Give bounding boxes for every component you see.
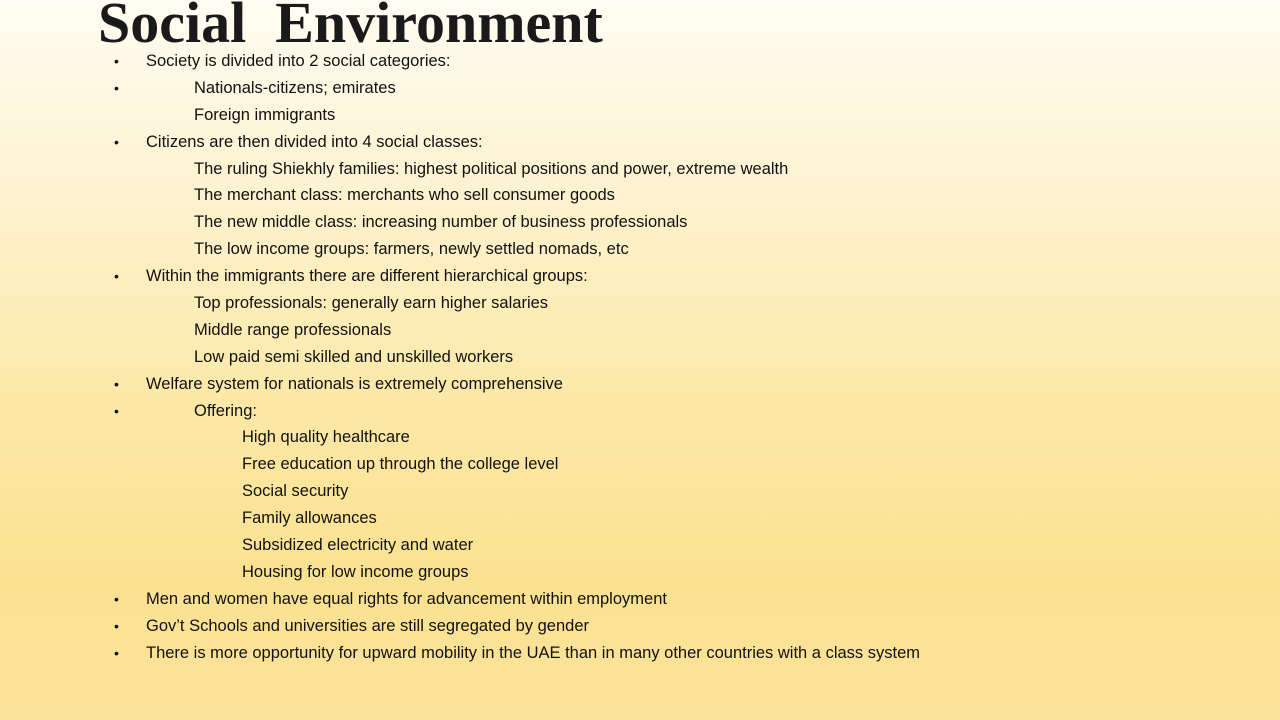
list-item [0,371,1280,398]
list-item [0,559,1280,586]
list-item [0,586,1280,613]
list-item-text: Citizens are then divided into 4 social classes: [146,132,483,151]
list-item-text: The new middle class: increasing number of business professionals [194,213,688,232]
bullet-icon: • [114,617,119,634]
list-item-text: Society is divided into 2 social categories: [146,52,451,70]
list-item [0,75,1280,102]
list-item-text: The merchant class: merchants who sell consumer goods [194,186,615,205]
list-item-text: The low income groups: farmers, newly settled nomads, etc [194,240,629,259]
list-item-text: Foreign immigrants [194,105,336,124]
list-item-text: Men and women have equal rights for advancement within employment [146,589,667,608]
list-item [0,129,1280,156]
list-item [0,48,1280,75]
bullet-icon: • [114,53,119,69]
list-item-text: Family allowances [242,509,377,528]
list-item [0,478,1280,505]
list-item-text: Nationals-citizens; emirates [194,78,396,97]
bullet-icon: • [114,375,119,392]
list-item [0,156,1280,183]
bullet-icon: • [114,590,119,607]
list-item [0,344,1280,371]
list-item [0,451,1280,478]
list-item [0,398,1280,425]
list-item [0,424,1280,451]
list-item-text: Top professionals: generally earn higher salaries [194,294,549,313]
list-item [0,505,1280,532]
list-item [0,532,1280,559]
bullet-icon: • [114,133,119,150]
list-item-text: Middle range professionals [194,320,392,339]
bullet-list [0,48,1280,666]
list-item-text: The ruling Shiekhly families: highest political positions and power, extreme wealth [194,159,789,178]
list-item-text: Gov’t Schools and universities are still segregated by gender [146,616,589,635]
list-item [0,640,1280,667]
list-item-text: High quality healthcare [242,428,410,447]
list-item [0,182,1280,209]
bullet-icon: • [114,79,119,96]
bullet-icon: • [114,644,119,661]
list-item [0,317,1280,344]
list-item-text: Subsidized electricity and water [242,536,474,555]
list-item [0,613,1280,640]
list-item-text: There is more opportunity for upward mobility in the UAE than in many other countries with a class system [146,643,921,662]
list-item [0,209,1280,236]
list-item [0,290,1280,317]
slide-title: Social Environment [98,0,603,55]
list-item-text: Low paid semi skilled and unskilled workers [194,347,514,366]
bullet-icon: • [114,268,119,285]
list-item-text: Offering: [194,401,257,420]
list-item-text: Within the immigrants there are different hierarchical groups: [146,267,588,286]
list-item-text: Social security [242,482,349,501]
list-item-text: Housing for low income groups [242,562,469,581]
list-item-text: Free education up through the college level [242,455,559,474]
list-item [0,102,1280,129]
bullet-icon: • [114,402,119,419]
list-item [0,263,1280,290]
list-item [0,236,1280,263]
list-item-text: Welfare system for nationals is extremely comprehensive [146,374,563,393]
